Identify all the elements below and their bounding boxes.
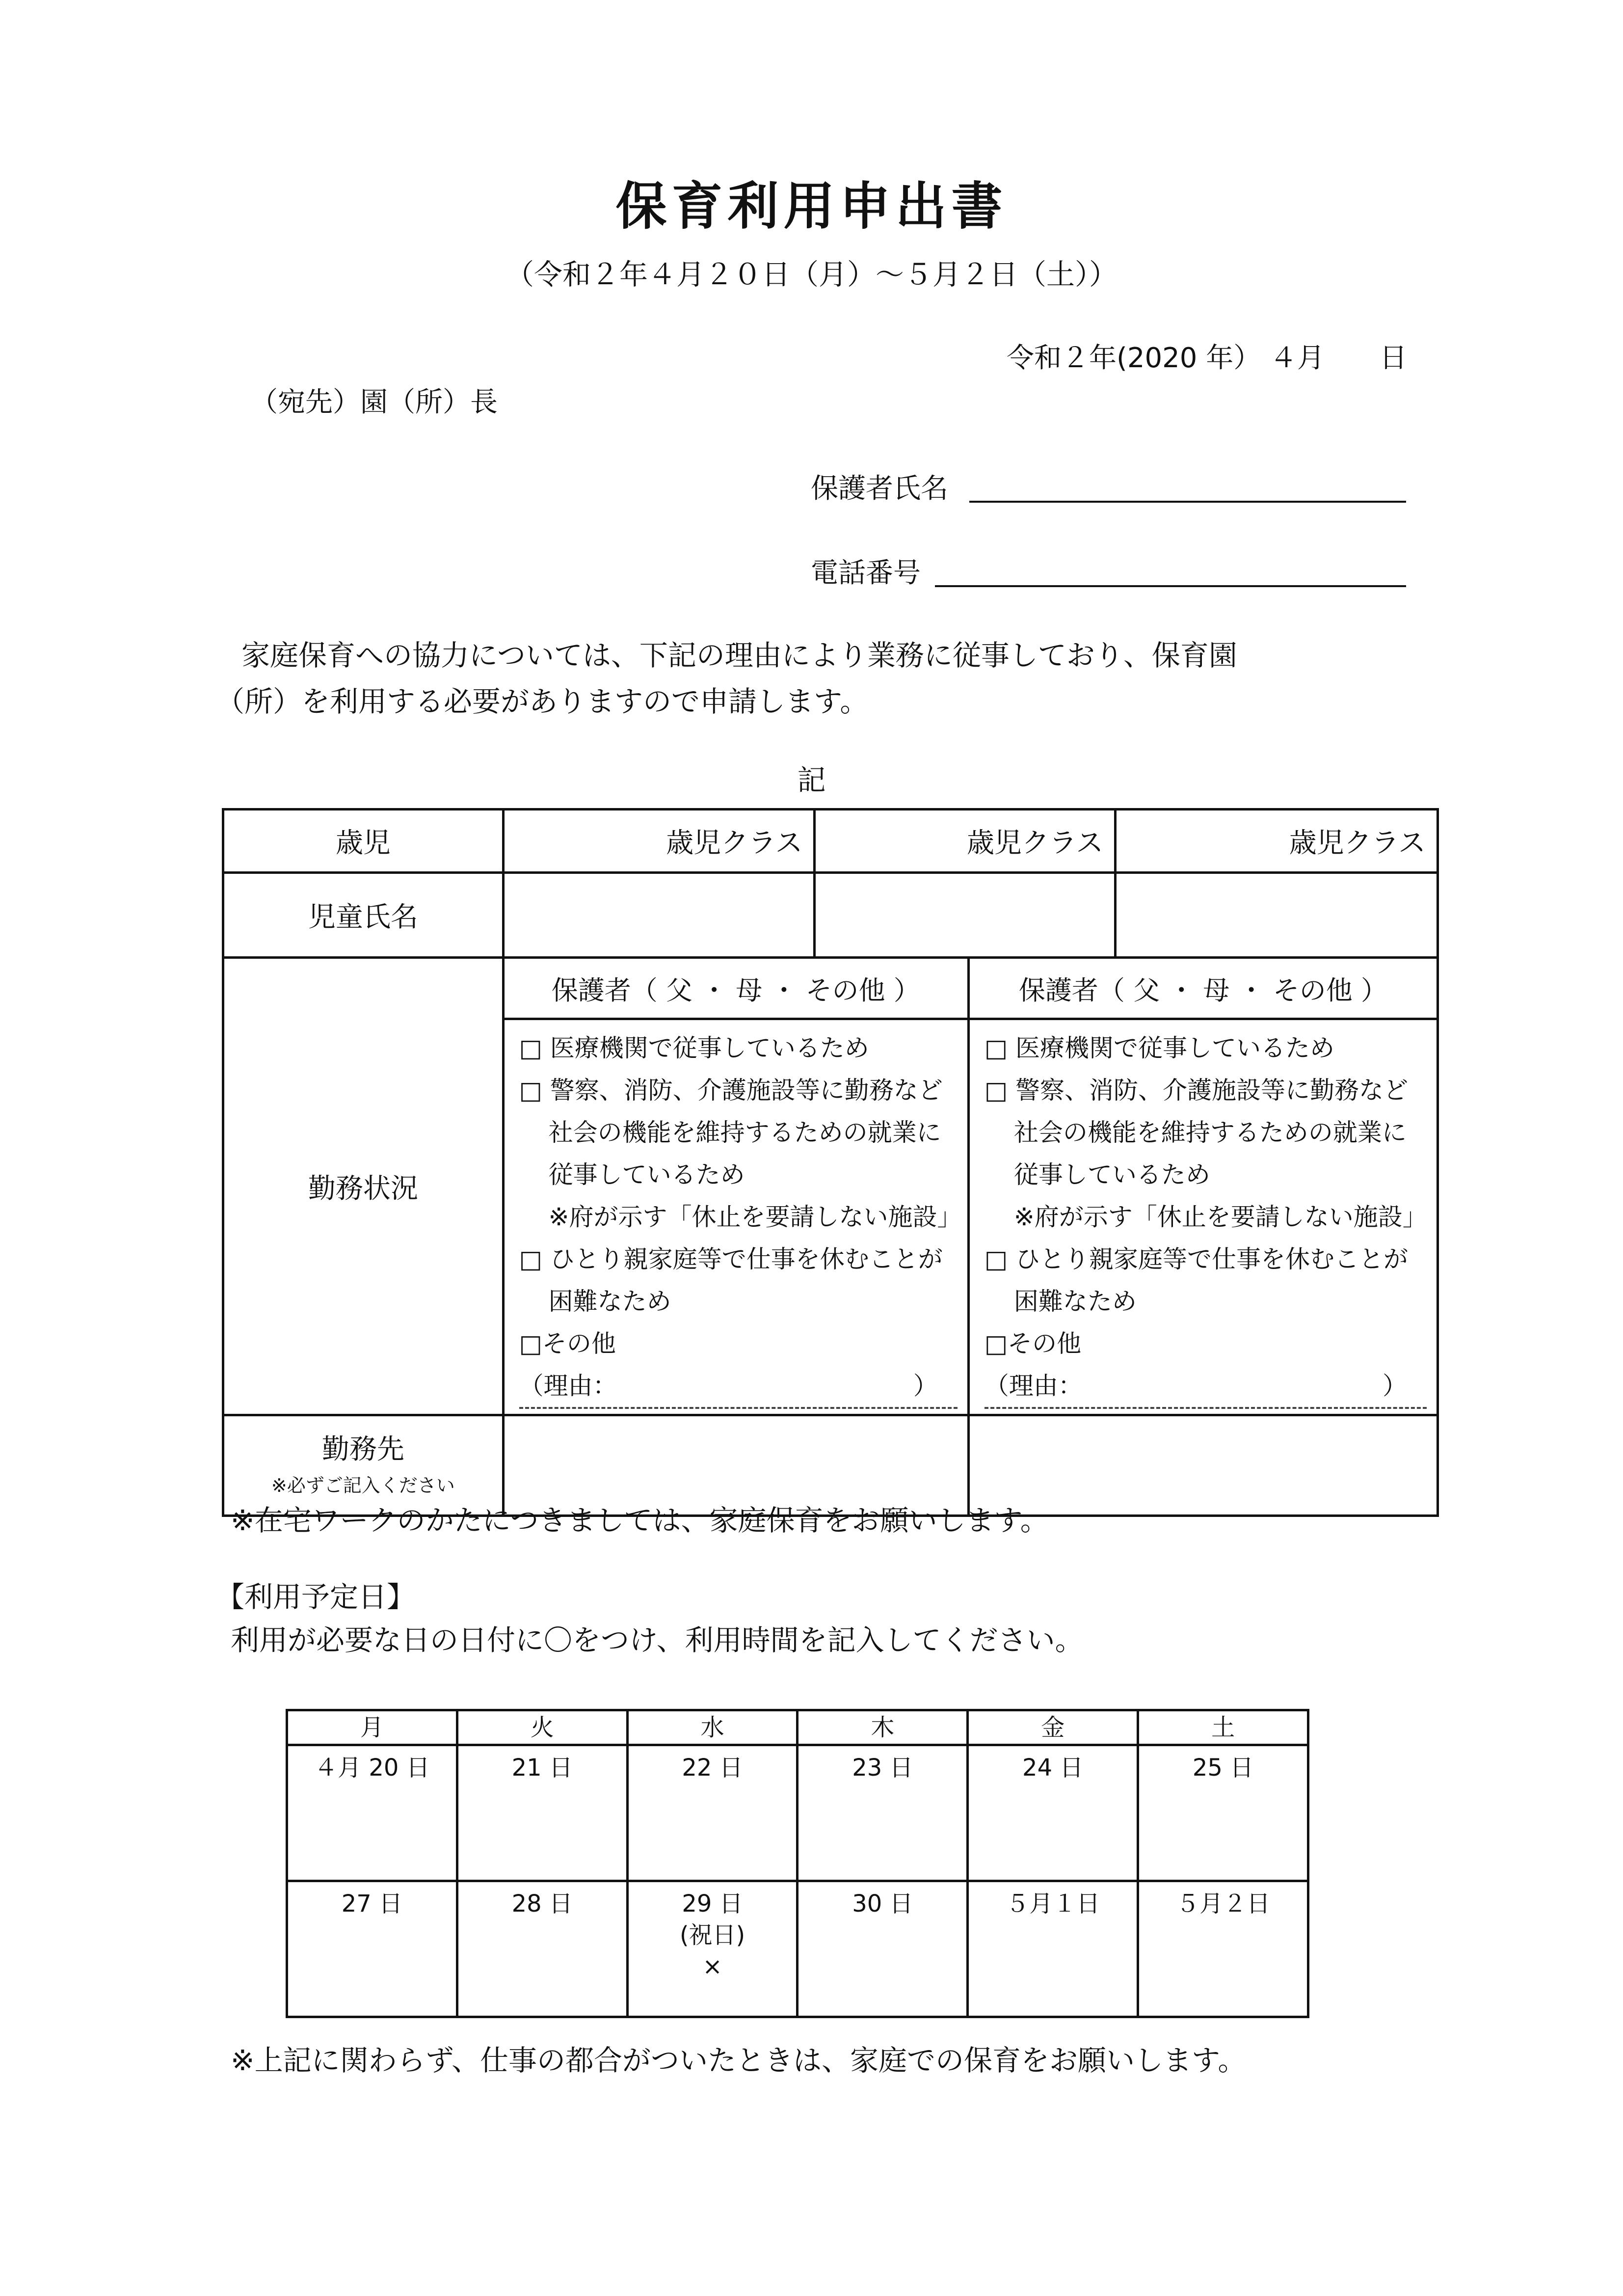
calendar-day[interactable]: 27 日 [287,1881,457,2017]
option-other[interactable]: □その他 [984,1329,1082,1358]
body-text-line1: 家庭保育への協力については、下記の理由により業務に従事しており、保育園 [241,639,1237,672]
calendar-day[interactable]: 30 日 [798,1881,968,2017]
holiday-date: 29 日 [682,1890,743,1918]
guardian-header[interactable]: 保護者（ 父 ・ 母 ・ その他 ） [505,959,967,1020]
weekday-header: 金 [968,1710,1138,1745]
weekday-header: 火 [457,1710,627,1745]
submission-date: 令和２年(2020 年） ４月 日 [1007,342,1407,374]
age-label: 歳児 [223,810,504,873]
option-single-parent-cont: 困難なため [1013,1287,1137,1316]
option-police[interactable]: □ 警察、消防、介護施設等に勤務など [984,1076,1408,1105]
option-police-cont: 社会の機能を維持するための就業に [1013,1118,1407,1147]
guardian-name-label: 保護者氏名 [811,473,948,505]
calendar-day[interactable]: ５月１日 [968,1881,1138,2017]
usage-calendar [286,1709,1309,2018]
workplace-field[interactable] [503,1415,968,1516]
weekday-header: 月 [287,1710,457,1745]
calendar-day[interactable]: 21 日 [457,1745,627,1881]
application-table [222,808,1439,1517]
option-police-note: ※府が示す「休止を要請しない施設」 [1013,1203,1427,1231]
calendar-day[interactable]: ４月 20 日 [287,1745,457,1881]
calendar-day-holiday [627,1881,798,2017]
closing-note: ※上記に関わらず、仕事の都合がついたときは、家庭での保育をお願いします。 [231,2044,1247,2077]
calendar-day[interactable]: 22 日 [627,1745,798,1881]
workplace-label-cell [223,1415,504,1516]
option-police-cont: 従事しているため [1013,1161,1210,1189]
calendar-day[interactable]: 25 日 [1138,1745,1308,1881]
reason-close: ） [913,1372,938,1400]
option-single-parent[interactable]: □ ひとり親家庭等で仕事を休むことが [984,1245,1408,1273]
work-status-guardian-1 [503,958,968,1415]
option-single-parent-cont: 困難なため [548,1287,671,1316]
child-name-field[interactable] [1116,873,1438,958]
phone-field[interactable] [935,585,1406,587]
phone-label: 電話番号 [811,557,921,589]
work-status-label: 勤務状況 [223,958,504,1415]
holiday-label: (祝日) [679,1921,745,1949]
option-police-cont: 従事しているため [548,1161,745,1189]
child-name-label: 児童氏名 [223,873,504,958]
calendar-day[interactable]: 28 日 [457,1881,627,2017]
option-police-cont: 社会の機能を維持するための就業に [548,1118,941,1147]
reason-open: （理由： [519,1372,617,1400]
calendar-day[interactable]: 23 日 [798,1745,968,1881]
reason-open: （理由： [984,1372,1083,1400]
child-name-field[interactable] [815,873,1116,958]
document-title: 保育利用申出書 [615,176,1008,236]
option-single-parent[interactable]: □ ひとり親家庭等で仕事を休むことが [519,1245,943,1273]
option-police[interactable]: □ 警察、消防、介護施設等に勤務など [519,1076,943,1105]
option-medical[interactable]: □ 医療機関で従事しているため [984,1034,1334,1062]
reason-close: ） [1383,1372,1407,1400]
guardian-header[interactable]: 保護者（ 父 ・ 母 ・ その他 ） [970,959,1437,1020]
guardian-name-field[interactable] [969,501,1406,503]
calendar-day[interactable]: 24 日 [968,1745,1138,1881]
workplace-note: ※必ずご記入ください [271,1475,455,1497]
option-police-note: ※府が示す「休止を要請しない施設」 [548,1203,962,1231]
work-status-guardian-2 [968,958,1437,1415]
option-other[interactable]: □その他 [519,1329,616,1358]
age-class-cell[interactable]: 歳児クラス [1116,810,1438,873]
calendar-day[interactable]: ５月２日 [1138,1881,1308,2017]
workplace-field[interactable] [968,1415,1437,1516]
age-class-cell[interactable]: 歳児クラス [503,810,815,873]
workplace-label: 勤務先 [321,1433,404,1465]
period-subtitle: （令和２年４月２０日（月）～５月２日（土）） [505,258,1117,291]
schedule-instruction: 利用が必要な日の日付に〇をつけ、利用時間を記入してください。 [231,1623,1084,1657]
age-class-cell[interactable]: 歳児クラス [815,810,1116,873]
body-text-line2: （所）を利用する必要がありますので申請します。 [216,685,869,718]
weekday-header: 土 [1138,1710,1308,1745]
remote-work-note: ※在宅ワークのかたにつきましては、家庭保育をお願いします。 [231,1504,1049,1537]
option-medical[interactable]: □ 医療機関で従事しているため [519,1034,869,1062]
child-name-field[interactable] [503,873,815,958]
addressee: （宛先）園（所）長 [250,386,498,418]
reason-field[interactable] [984,1365,1427,1409]
reason-field[interactable] [519,1365,958,1409]
schedule-heading: 【利用予定日】 [216,1580,416,1614]
weekday-header: 木 [798,1710,968,1745]
weekday-header: 水 [627,1710,798,1745]
holiday-cross: × [702,1953,722,1980]
ki-heading: 記 [797,763,826,797]
